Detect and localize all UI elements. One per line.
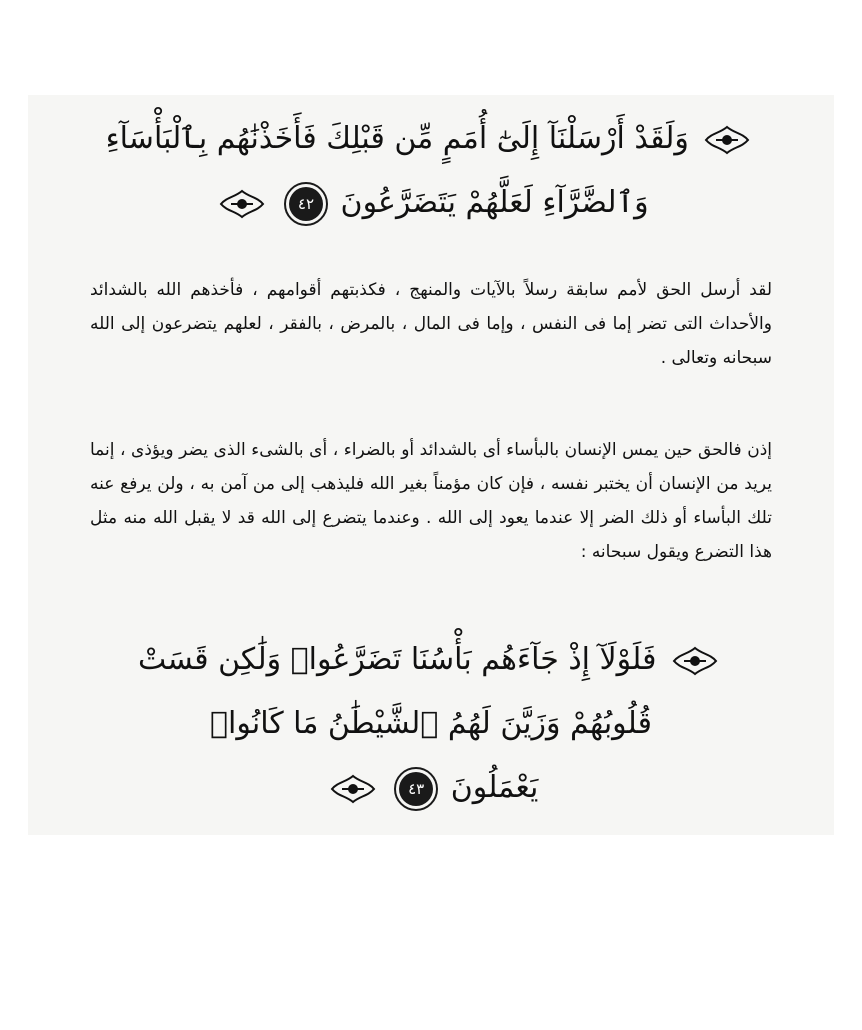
verse-start-ornament-icon [672, 646, 718, 676]
book-page [28, 95, 834, 835]
verse-43-line-3: يَعْمَلُونَ ٤٣ [28, 766, 834, 810]
verse-end-ornament-icon [219, 189, 265, 219]
verse-number-badge: ٤٣ [399, 772, 433, 806]
verse-number-badge: ٤٢ [289, 187, 323, 221]
commentary-paragraph-2: إذن فالحق حين يمس الإنسان بالبأساء أى بالشدائد أو بالضراء ، أى بالشىء الذى يضر ويؤذى ، إنما يريد من الإنسان أن يختبر نفسه ، فإن كان مؤمناً بغير الله فليذهب إلى من آمن به ، ولن يرفع عنه تلك البأساء أو ذلك الضر إلا عندما يعود إلى الله . وعندما يتضرع إلى الله قد لا يقبل الله منه مثل هذا التضرع ويقول سبحانه : [90, 440, 772, 562]
verse-43-line-2: قُلُوبُهُمْ وَزَيَّنَ لَهُمُ ٱلشَّيْطَٰنُ مَا كَانُوا۟ [210, 706, 652, 741]
verse-43-line-1: فَلَوْلَآ إِذْ جَآءَهُم بَأْسُنَا تَضَرَّعُوا۟ وَلَٰكِن قَسَتْ [28, 638, 834, 682]
verse-42-line-1: وَلَقَدْ أَرْسَلْنَآ إِلَىٰٓ أُمَمٍ مِّن قَبْلِكَ فَأَخَذْنَٰهُم بِٱلْبَأْسَآءِ [28, 117, 834, 161]
commentary-paragraph-1: لقد أرسل الحق لأمم سابقة رسلاً بالآيات والمنهج ، فكذبتهم أقوامهم ، فأخذهم الله بالشدائد والأحداث التى تضر إما فى النفس ، وإما فى المال ، بالمرض ، بالفقر ، لعلهم يتضرعون إلى الله سبحانه وتعالى . [90, 280, 772, 368]
verse-start-ornament-icon [704, 125, 750, 155]
verse-42-line-2: وَٱلضَّرَّآءِ لَعَلَّهُمْ يَتَضَرَّعُونَ ٤٢ [28, 181, 834, 225]
verse-end-ornament-icon [330, 774, 376, 804]
